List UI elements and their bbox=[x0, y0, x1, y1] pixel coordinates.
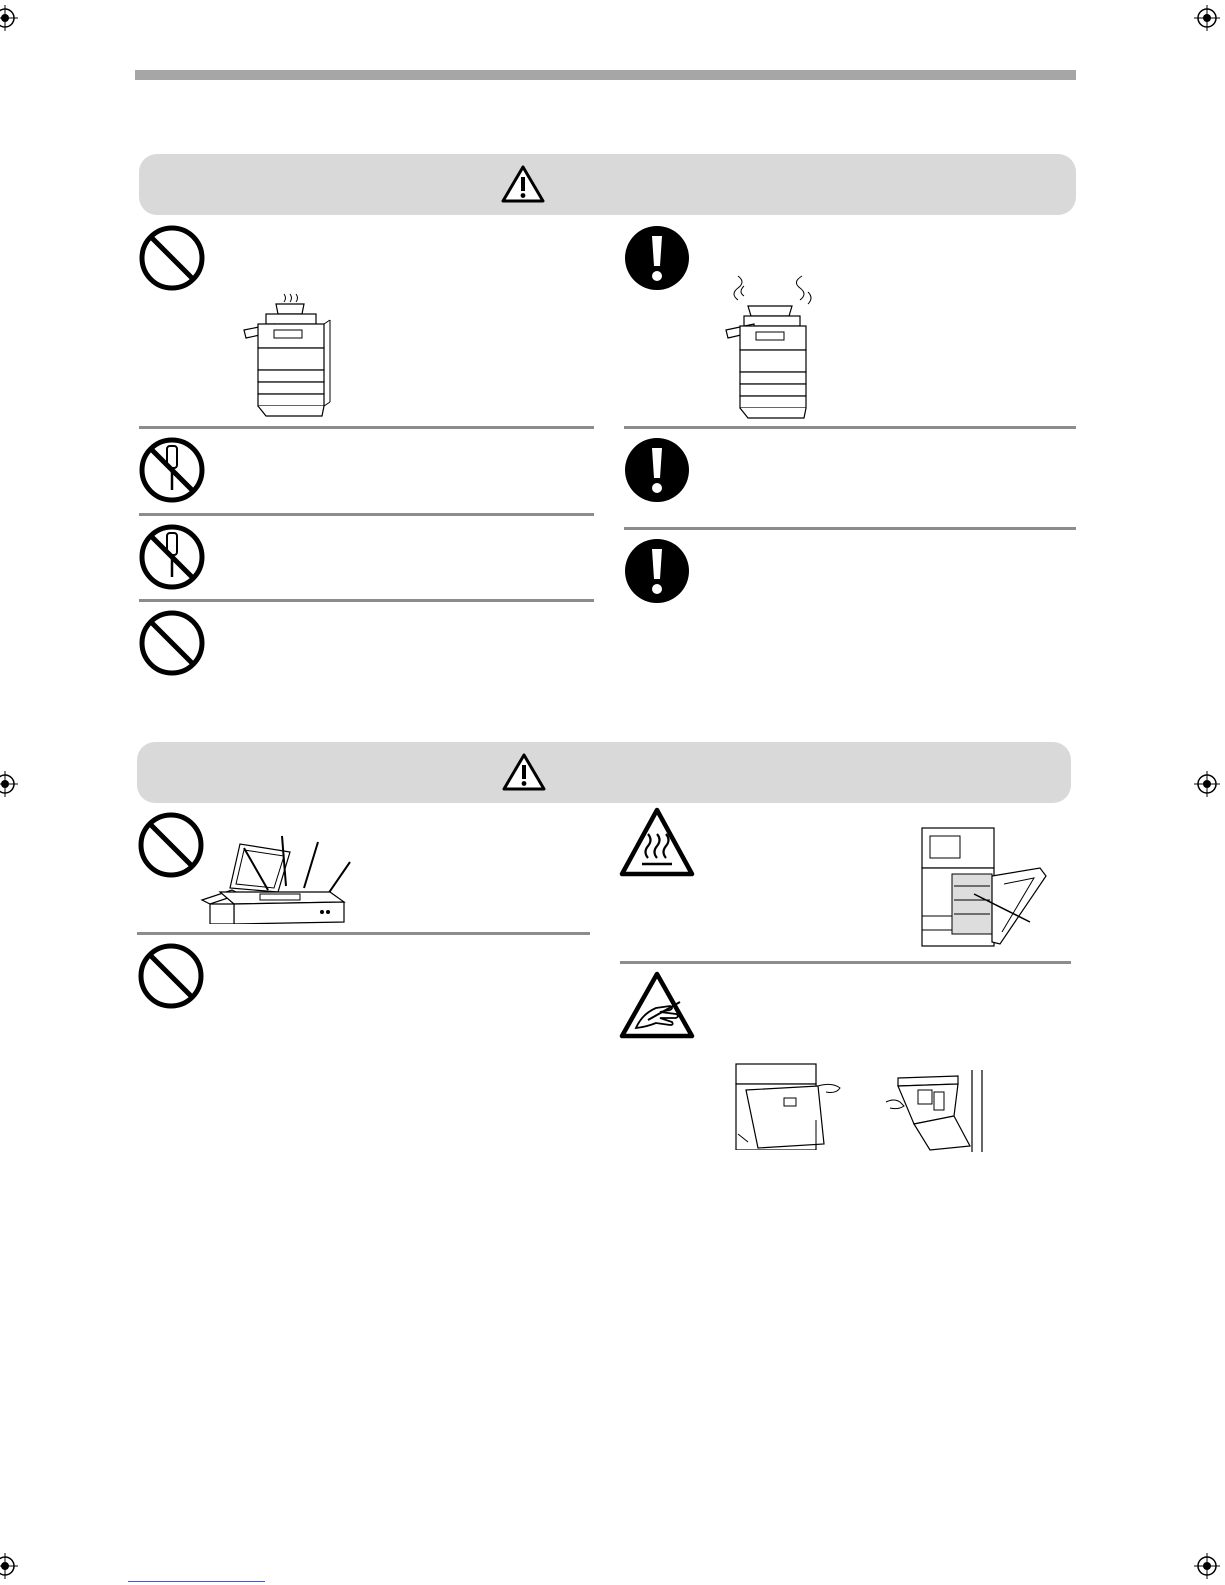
pinch-hazard-icon bbox=[618, 970, 696, 1040]
paper-tray-pulled-out-illustration bbox=[884, 1068, 988, 1152]
registration-mark-icon bbox=[0, 5, 18, 31]
registration-mark-icon bbox=[1194, 1553, 1220, 1579]
mandatory-action-icon bbox=[623, 224, 691, 292]
header-rule bbox=[135, 70, 1076, 80]
footer-link-underline bbox=[128, 1581, 265, 1582]
prohibition-icon bbox=[138, 224, 206, 292]
registration-mark-icon bbox=[0, 771, 18, 797]
separator bbox=[620, 961, 1071, 964]
separator bbox=[139, 599, 594, 602]
prohibition-icon bbox=[137, 942, 205, 1010]
registration-mark-icon bbox=[1194, 5, 1220, 31]
separator bbox=[139, 513, 594, 516]
separator bbox=[624, 426, 1076, 429]
mandatory-action-icon bbox=[623, 436, 691, 504]
separator bbox=[624, 527, 1076, 530]
separator bbox=[137, 932, 590, 935]
prohibition-icon bbox=[137, 811, 205, 879]
no-disassembly-icon bbox=[138, 436, 206, 504]
open-document-glass-illustration bbox=[200, 832, 355, 924]
separator bbox=[139, 426, 594, 429]
no-disassembly-icon bbox=[138, 523, 206, 591]
prohibition-icon bbox=[138, 609, 206, 677]
mandatory-action-icon bbox=[623, 537, 691, 605]
warning-triangle-icon bbox=[501, 752, 547, 792]
copier-with-liquid-illustration bbox=[236, 290, 336, 420]
front-cover-open-illustration bbox=[732, 1060, 844, 1150]
warning-banner bbox=[139, 154, 1076, 215]
copier-emitting-smoke-illustration bbox=[722, 270, 822, 420]
registration-mark-icon bbox=[0, 1553, 18, 1579]
hot-surface-icon bbox=[618, 806, 696, 878]
caution-banner bbox=[137, 742, 1071, 803]
warning-triangle-icon bbox=[500, 164, 546, 204]
open-side-cover-illustration bbox=[918, 826, 1048, 948]
registration-mark-icon bbox=[1194, 771, 1220, 797]
